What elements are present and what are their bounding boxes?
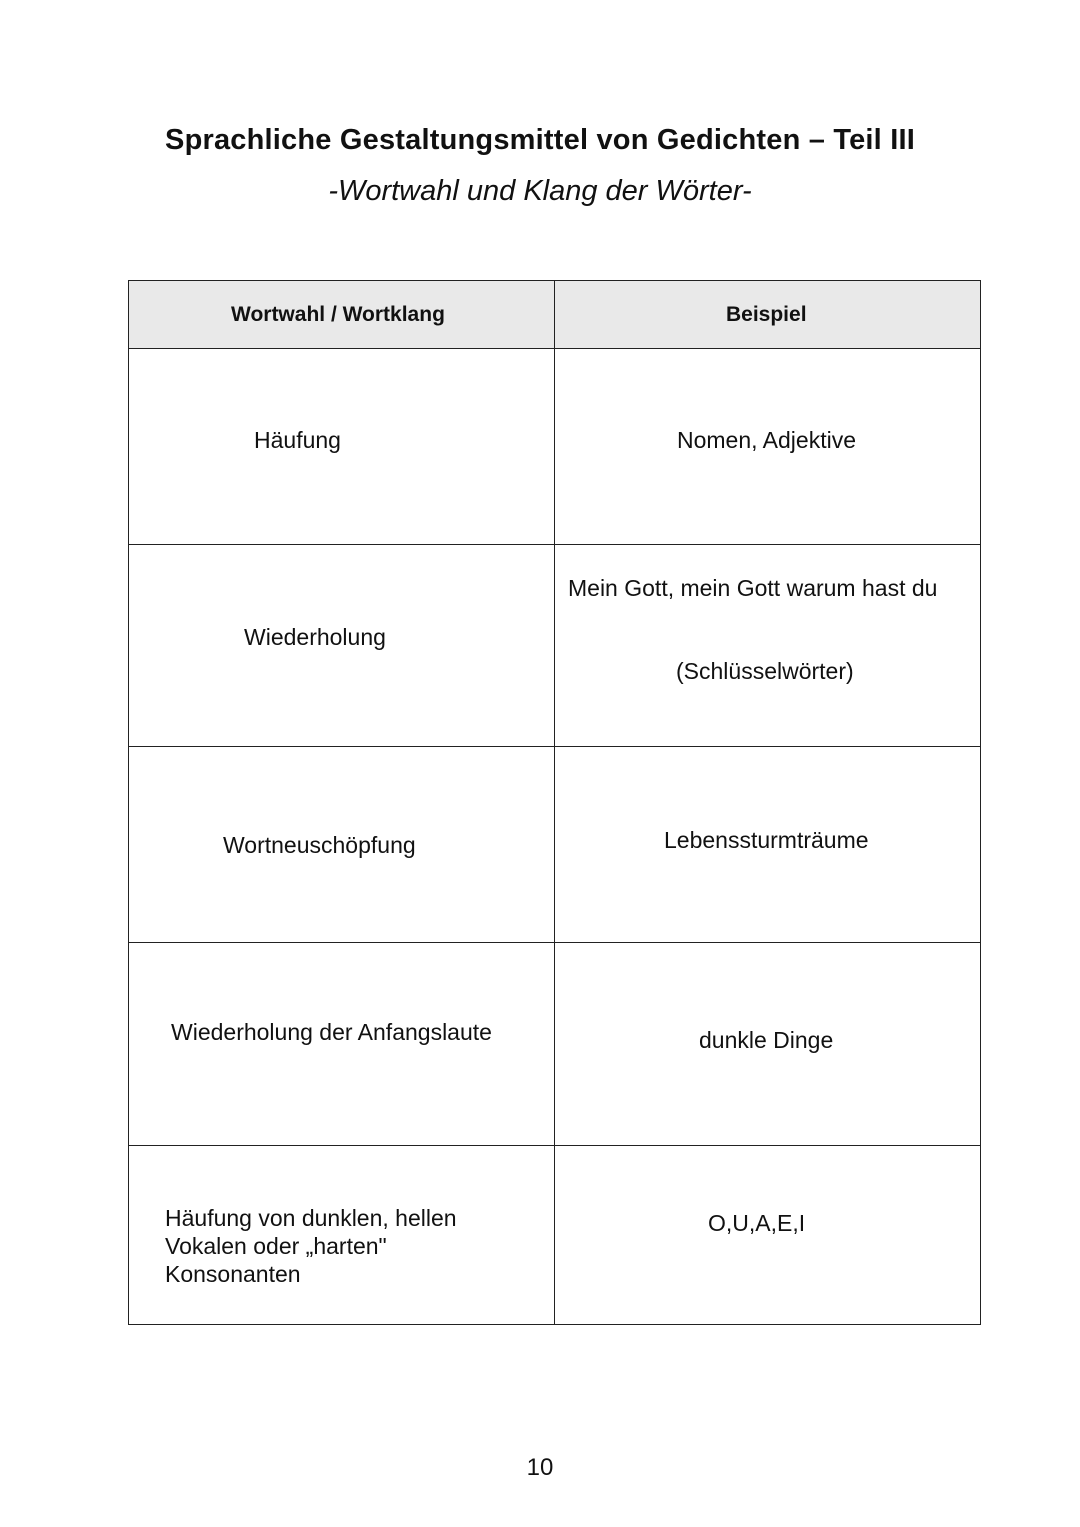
example-text: Nomen, Adjektive (677, 427, 856, 453)
term-cell (129, 545, 555, 746)
term-text: Wiederholung der Anfangslaute (171, 1019, 492, 1045)
example-cell (555, 747, 980, 942)
page-title: Sprachliche Gestaltungsmittel von Gedichten – Teil III (165, 124, 915, 156)
table-header-row (129, 281, 980, 349)
example-text-line2: (Schlüsselwörter) (676, 658, 854, 684)
term-cell (129, 349, 555, 544)
table-row (129, 943, 980, 1146)
example-text: Lebenssturmträume (664, 827, 869, 853)
term-cell (129, 943, 555, 1145)
page-subtitle: -Wortwahl und Klang der Wörter- (328, 175, 752, 207)
header-label-beispiel: Beispiel (726, 303, 807, 326)
term-cell (129, 747, 555, 942)
table-row (129, 747, 980, 943)
term-text-line1: Häufung von dunklen, hellen (165, 1205, 457, 1231)
header-label-wortwahl: Wortwahl / Wortklang (231, 303, 445, 326)
term-text: Häufung (254, 427, 341, 453)
example-text: dunkle Dinge (699, 1027, 834, 1053)
term-cell (129, 1146, 555, 1324)
example-cell (555, 545, 980, 746)
page-number: 10 (526, 1454, 554, 1481)
example-cell (555, 1146, 980, 1324)
table-row (129, 349, 980, 545)
header-cell-beispiel (555, 281, 980, 348)
stylistic-devices-table (128, 280, 981, 1325)
header-cell-wortwahl (129, 281, 555, 348)
example-cell (555, 349, 980, 544)
table-row (129, 1146, 980, 1324)
term-text: Wiederholung (244, 624, 386, 650)
example-text: O,U,A,E,I (708, 1210, 806, 1236)
term-text: Wortneuschöpfung (223, 832, 416, 858)
term-text-line2: Vokalen oder „harten" (165, 1233, 387, 1259)
example-text-line1: Mein Gott, mein Gott warum hast du (568, 575, 938, 601)
term-text-line3: Konsonanten (165, 1261, 301, 1287)
example-cell (555, 943, 980, 1145)
term-text (165, 1204, 457, 1288)
table-row (129, 545, 980, 747)
